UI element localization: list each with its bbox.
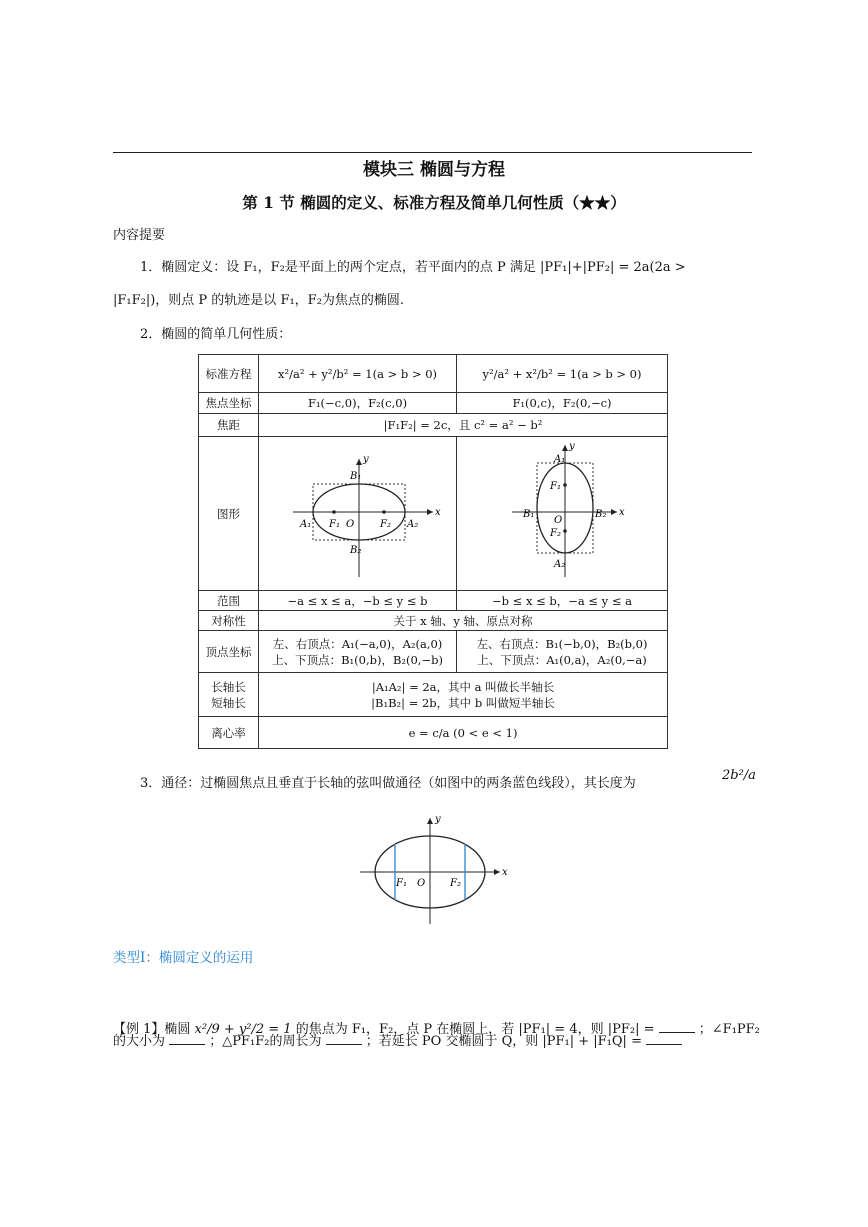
label-y: y	[569, 441, 575, 452]
answer-blank	[169, 1032, 205, 1045]
label-f2: F₂	[450, 878, 461, 889]
label-b2: B₂	[595, 509, 607, 520]
cell	[259, 631, 457, 673]
cell-line: 左、右顶点：A₁(−a,0)，A₂(a,0)	[272, 636, 443, 651]
cell: y²/a² + x²/b² = 1(a > b > 0)	[457, 355, 668, 393]
cell-line: |A₁A₂| = 2a，其中 a 叫做长半轴长	[371, 679, 555, 694]
answer-blank	[326, 1032, 362, 1045]
type-heading: 类型Ⅰ：椭圆定义的运用	[113, 950, 254, 966]
row-label: 范围	[199, 591, 259, 611]
horizontal-ellipse-diagram	[263, 437, 453, 587]
example-equation: x²/9 + y²/2 = 1	[194, 1022, 292, 1037]
properties-heading: 2．椭圆的简单几何性质：	[140, 327, 292, 342]
vertical-ellipse-diagram	[457, 437, 667, 587]
cell-line: 上、下顶点：B₁(0,b)，B₂(0,−b)	[272, 652, 443, 667]
row-label	[199, 673, 259, 717]
cell: x²/a² + y²/b² = 1(a > b > 0)	[259, 355, 457, 393]
latus-rectum-text: 3．通径：过椭圆焦点且垂直于长轴的弦叫做通径（如图中的两条蓝色线段），其长度为	[140, 776, 636, 791]
section-title: 第 1 节 椭圆的定义、标准方程及简单几何性质（★★）	[242, 193, 626, 212]
row-label: 离心率	[199, 717, 259, 749]
label-y: y	[435, 814, 441, 825]
label-f1: F₁	[328, 519, 340, 530]
label-x: x	[434, 507, 441, 518]
label-f1: F₁	[550, 481, 561, 492]
example-text: ；△PF₁F₂的周长为	[209, 1034, 322, 1049]
row-label: 焦距	[199, 414, 259, 437]
label-a1: A₁	[554, 454, 566, 465]
label-o: O	[417, 878, 426, 889]
definition-line-2: |F₁F₂|)，则点 P 的轨迹是以 F₁，F₂为焦点的椭圆.	[113, 293, 405, 308]
module-title: 模块三 椭圆与方程	[363, 160, 505, 180]
label-x: x	[502, 867, 508, 878]
row-label: 顶点坐标	[199, 631, 259, 673]
example-text: 的焦点为 F₁，F₂，点 P 在椭圆上，若 |PF₁| = 4，则 |PF₂| =	[295, 1022, 655, 1037]
label-b1: B₁	[523, 509, 535, 520]
label-o: O	[345, 519, 354, 530]
row-label: 对称性	[199, 611, 259, 631]
cell: F₁(0,c)，F₂(0,−c)	[457, 393, 668, 414]
figure-horizontal-ellipse	[259, 437, 457, 591]
cell	[457, 631, 668, 673]
properties-table	[198, 354, 668, 749]
cell: |F₁F₂| = 2c，且 c² = a² − b²	[259, 414, 668, 437]
row-label-line: 短轴长	[211, 695, 246, 710]
summary-label: 内容提要	[113, 228, 166, 243]
figure-vertical-ellipse	[457, 437, 668, 591]
latus-rectum-diagram	[360, 812, 510, 927]
label-b2: B₂	[349, 545, 361, 556]
example-text: ；∠F₁PF₂	[698, 1022, 760, 1037]
cell-line: 上、下顶点：A₁(0,a)，A₂(0,−a)	[477, 652, 647, 667]
top-rule	[113, 152, 752, 153]
cell-line: 左、右顶点：B₁(−b,0)，B₂(b,0)	[476, 636, 648, 651]
example-text: ；若延长 PO 交椭圆于 Q，则 |PF₁| + |F₁Q| =	[365, 1034, 642, 1049]
label-b1: B₁	[349, 471, 361, 482]
row-label: 焦点坐标	[199, 393, 259, 414]
label-f1: F₁	[396, 878, 407, 889]
definition-line-1: 1．椭圆定义：设 F₁，F₂是平面上的两个定点，若平面内的点 P 满足 |PF₁|+|PF₂| = 2a(2a >	[140, 260, 686, 275]
row-label: 标准方程	[199, 355, 259, 393]
cell-line: |B₁B₂| = 2b，其中 b 叫做短半轴长	[371, 695, 555, 710]
label-y: y	[362, 454, 369, 465]
cell: −b ≤ x ≤ b，−a ≤ y ≤ a	[457, 591, 668, 611]
cell: F₁(−c,0)，F₂(c,0)	[259, 393, 457, 414]
label-f2: F₂	[379, 519, 391, 530]
row-label: 图形	[199, 437, 259, 591]
label-a2: A₂	[554, 559, 566, 570]
cell	[259, 673, 668, 717]
label-a2: A₂	[406, 519, 418, 530]
example-text: 的大小为	[113, 1034, 166, 1049]
label-o: O	[554, 515, 563, 526]
example-label: 【例 1】椭圆	[113, 1022, 191, 1037]
cell: 关于 x 轴、y 轴、原点对称	[259, 611, 668, 631]
row-label-line: 长轴长	[211, 679, 246, 694]
label-a1: A₁	[299, 519, 311, 530]
cell: −a ≤ x ≤ a，−b ≤ y ≤ b	[259, 591, 457, 611]
answer-blank	[646, 1032, 682, 1045]
cell: e = c/a (0 < e < 1)	[259, 717, 668, 749]
label-x: x	[619, 507, 625, 518]
label-f2: F₂	[550, 528, 561, 539]
latus-rectum-formula: 2b²/a	[722, 768, 756, 783]
example-line-2	[113, 1032, 682, 1050]
